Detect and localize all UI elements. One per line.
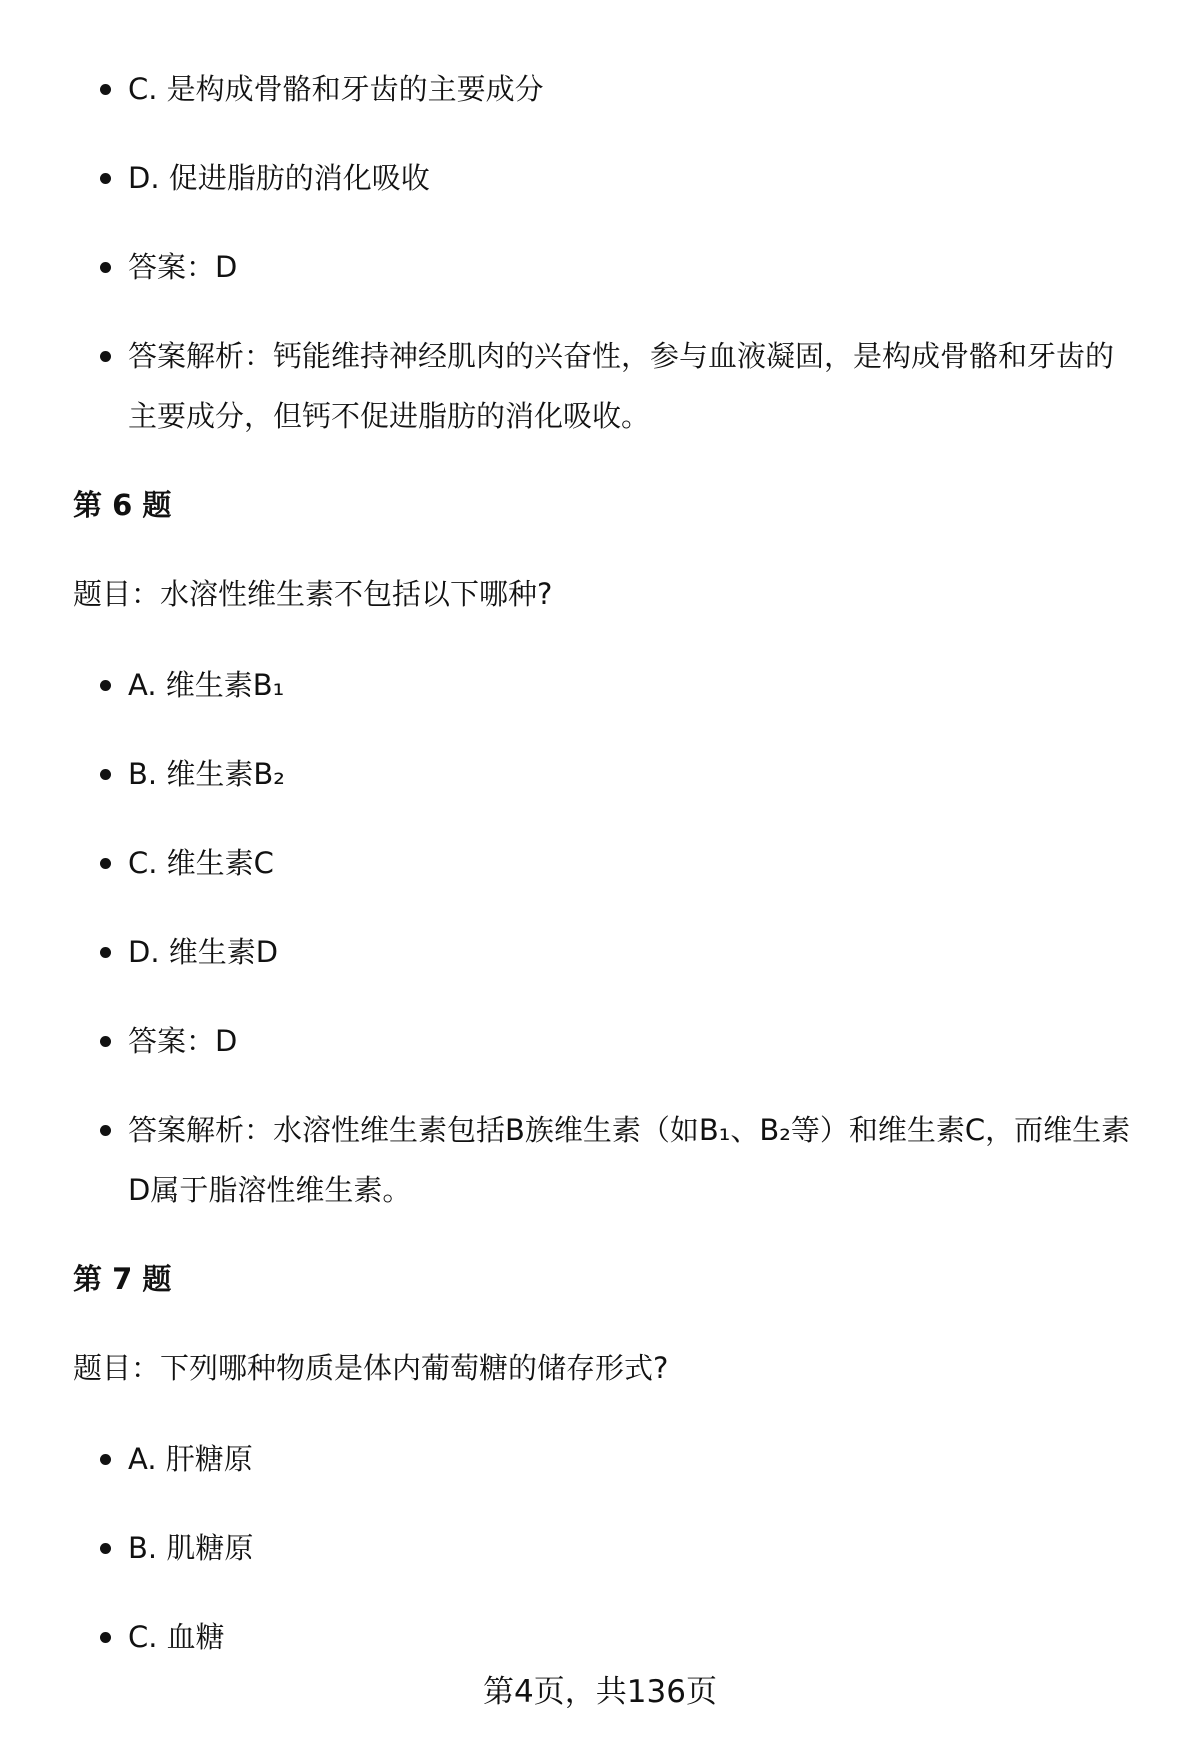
page-number: 第4页，共136页 (483, 1674, 717, 1710)
q6-option-b: B. 维生素B₂ (128, 744, 1138, 804)
q7-question: 题目：下列哪种物质是体内葡萄糖的储存形式? (73, 1351, 669, 1385)
q6-question: 题目：水溶性维生素不包括以下哪种? (73, 577, 553, 611)
q7-option-b: B. 肌糖原 (128, 1518, 1138, 1578)
q5-option-c: C. 是构成骨骼和牙齿的主要成分 (128, 59, 1138, 119)
q7-heading: 第 7 题 (73, 1262, 172, 1296)
q6-option-d: D. 维生素D (128, 922, 1138, 982)
q6-explanation: 答案解析：水溶性维生素包括B族维生素（如B₁、B₂等）和维生素C，而维生素D属于脂溶性维生素。 (128, 1100, 1138, 1220)
q7-option-a: A. 肝糖原 (128, 1429, 1138, 1489)
q5-explanation: 答案解析：钙能维持神经肌肉的兴奋性，参与血液凝固，是构成骨骼和牙齿的主要成分，但钙不促进脂肪的消化吸收。 (128, 326, 1138, 446)
q5-answer: 答案：D (128, 237, 1138, 297)
q6-option-c: C. 维生素C (128, 833, 1138, 893)
q7-option-c: C. 血糖 (128, 1607, 1138, 1667)
q6-heading: 第 6 题 (73, 488, 172, 522)
q6-option-a: A. 维生素B₁ (128, 655, 1138, 715)
q5-option-d: D. 促进脂肪的消化吸收 (128, 148, 1138, 208)
q6-answer: 答案：D (128, 1011, 1138, 1071)
